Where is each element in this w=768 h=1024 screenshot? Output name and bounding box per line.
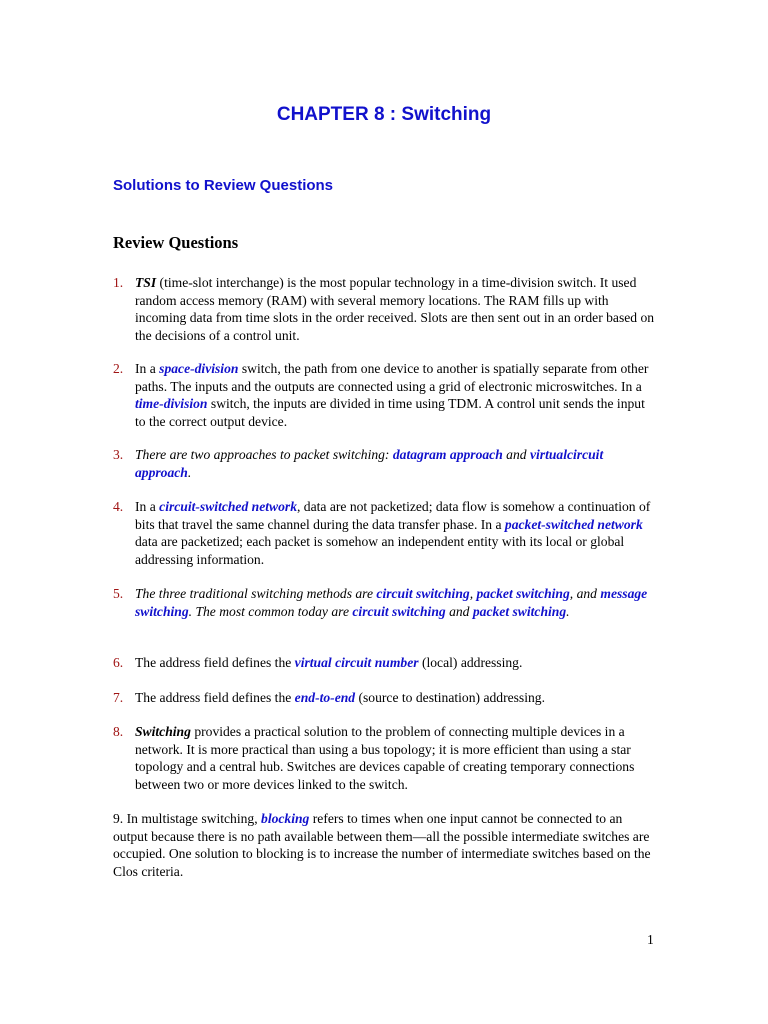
text: , and <box>569 586 601 601</box>
solutions-heading: Solutions to Review Questions <box>113 177 334 194</box>
question-8 <box>113 723 658 793</box>
question-number: 6. <box>113 655 124 670</box>
term: time-division <box>135 396 208 411</box>
term: packet switching <box>476 586 570 601</box>
text: In a <box>135 499 160 514</box>
chapter-title: CHAPTER 8 : Switching <box>276 104 492 125</box>
text: switch, the inputs are divided in time using TDM. A control unit sends the input to the correct output device. <box>135 396 645 429</box>
term: packet switching <box>472 603 567 619</box>
text: and <box>445 603 473 619</box>
term: Switching <box>135 724 191 739</box>
term: circuit switching <box>352 603 446 619</box>
term: circuit switching <box>376 586 470 601</box>
question-number: 7. <box>113 690 124 705</box>
text: and <box>502 447 530 462</box>
page-number: 1 <box>647 932 654 947</box>
question-body <box>135 585 658 620</box>
question-body <box>135 446 658 481</box>
term: message switching <box>135 586 648 619</box>
term: virtual circuit number <box>294 655 419 670</box>
text: . The most common today are <box>188 603 353 619</box>
text: (time-slot interchange) is the most popular technology in a time-division switch. It used random access memory (RAM) with several memory locations. The RAM fills up with incoming data from time slots in the order received. Slots are then sent out in an order based on the decisions of a control unit. <box>135 275 655 343</box>
question-9 <box>113 810 658 880</box>
question-body <box>135 360 658 430</box>
term: space-division <box>159 361 239 376</box>
question-number: 2. <box>113 361 124 376</box>
question-7 <box>113 689 658 707</box>
text: provides a practical solution to the problem of connecting multiple devices in a network. It is more practical than using a bus topology; it is more efficient than using a star topology and a central hub. Switches are devices capable of creating temporary connections between two or more devices linked to the switch. <box>135 724 635 792</box>
text: In a <box>135 361 160 376</box>
question-body <box>135 689 658 707</box>
text: The address field defines the <box>135 690 295 705</box>
text: . <box>566 603 570 619</box>
term: TSI <box>135 275 157 290</box>
question-number: 8. <box>113 724 124 739</box>
text: refers to times when one input cannot be connected to an output because there is no path available between them—all the possible intermediate switches are occupied. One solution to blocking is to increase the number of intermediate switches based on the Clos criteria. <box>113 811 651 879</box>
term: virtualcircuit approach <box>135 447 604 480</box>
question-6 <box>113 654 658 672</box>
text: switch, the path from one device to another is spatially separate from other paths. The inputs and the outputs are connected using a grid of electronic microswitches. In a <box>135 361 649 394</box>
question-1 <box>113 274 658 344</box>
term: blocking <box>261 811 310 826</box>
text: There are two approaches to packet switching: <box>135 447 393 462</box>
question-2 <box>113 360 658 430</box>
term: datagram approach <box>392 447 503 462</box>
text: . <box>187 464 192 480</box>
text: data are packetized; each packet is somehow an independent entity with its local or global addressing information. <box>135 534 625 567</box>
question-5 <box>113 585 658 620</box>
question-number: 1. <box>113 275 124 290</box>
question-number: 5. <box>113 586 124 601</box>
review-questions-heading: Review Questions <box>113 233 239 252</box>
question-3 <box>113 446 658 481</box>
text: (source to destination) addressing. <box>355 690 545 705</box>
question-number: 3. <box>113 447 124 462</box>
text: (local) addressing. <box>418 655 523 670</box>
term: packet-switched network <box>504 516 643 532</box>
question-body <box>135 498 658 568</box>
question-body <box>135 654 658 672</box>
term: end-to-end <box>294 690 356 705</box>
text: The three traditional switching methods are <box>135 586 377 601</box>
text: 9. In multistage switching, <box>113 811 262 826</box>
question-number: 4. <box>113 499 124 514</box>
text: , <box>469 586 477 601</box>
question-4 <box>113 498 658 568</box>
question-body <box>135 723 658 793</box>
term: circuit-switched network <box>159 499 297 514</box>
question-body <box>135 274 658 344</box>
text: , data are not packetized; data flow is somehow a continuation of bits that travel the same channel during the data transfer phase. In a <box>135 499 651 532</box>
text: The address field defines the <box>135 655 295 670</box>
